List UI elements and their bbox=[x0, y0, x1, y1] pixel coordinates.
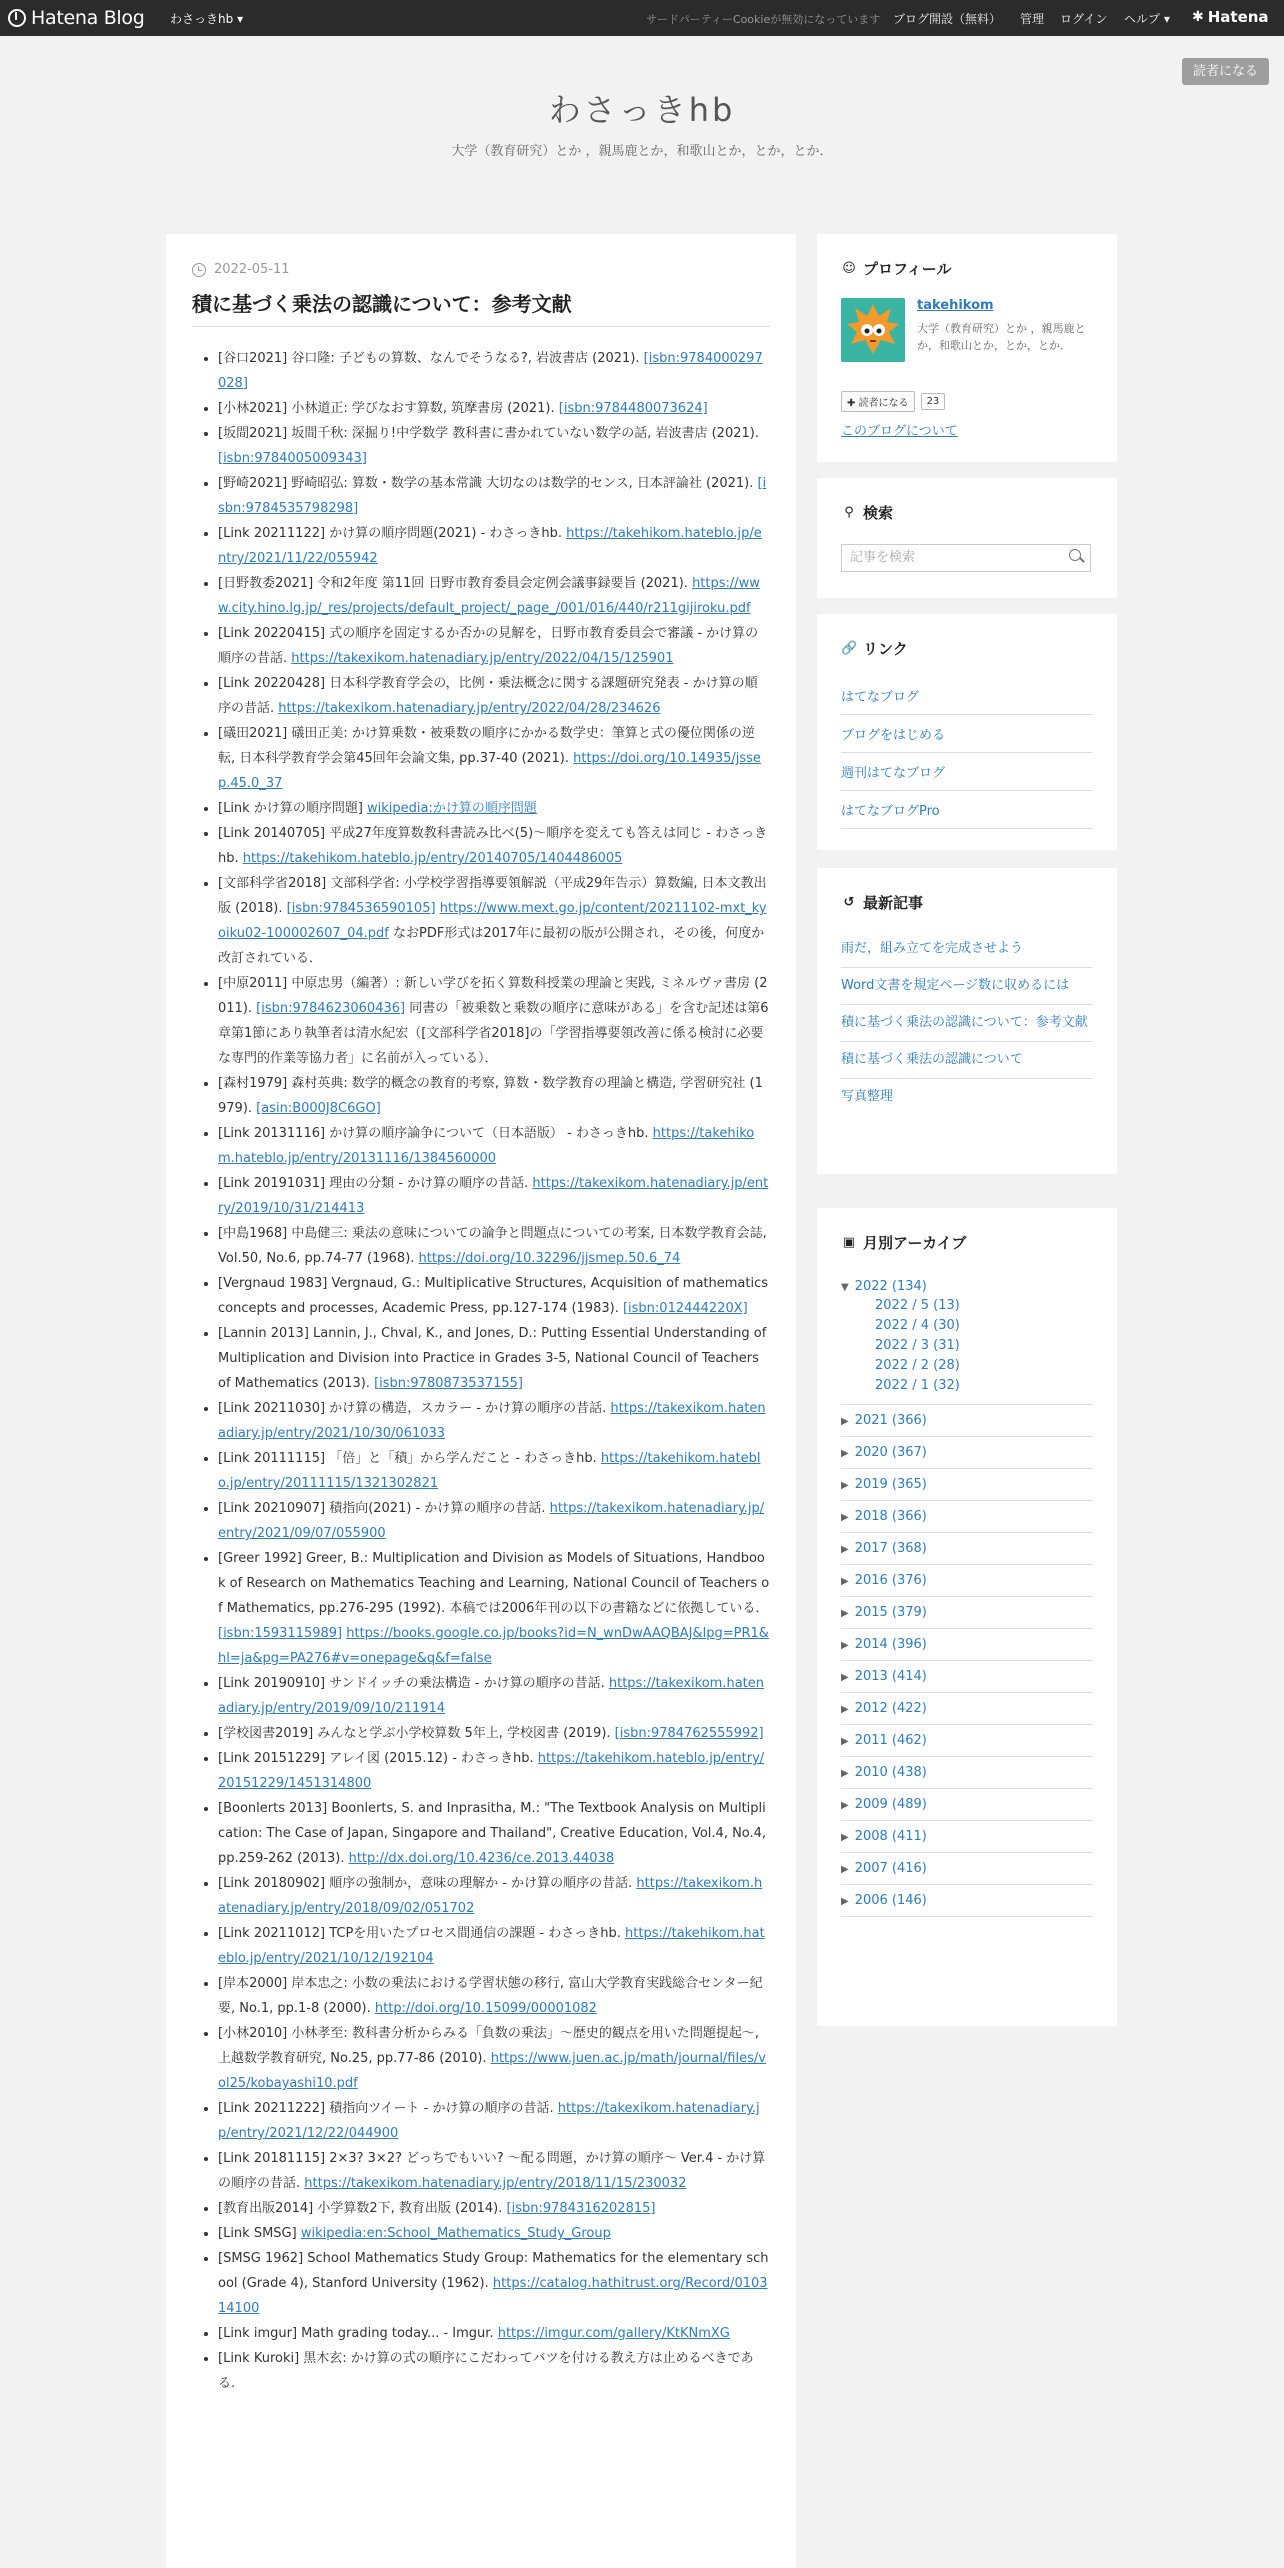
recent-link[interactable]: 積に基づく乗法の認識について bbox=[841, 1052, 1023, 1067]
reference-item bbox=[218, 871, 770, 971]
blog-title[interactable]: わさっきhb bbox=[548, 91, 736, 129]
reference-item bbox=[218, 2196, 770, 2221]
reference-link[interactable]: https://takexikom.hatenadiary.jp/entry/2019/10/31/214413 bbox=[218, 1176, 769, 1216]
clock-icon bbox=[192, 263, 206, 277]
recent-item bbox=[841, 1005, 1093, 1042]
blog-selector[interactable] bbox=[170, 10, 243, 27]
reference-text: [教育出版2014] 小学算数2下, 教育出版 (2014). bbox=[218, 2201, 507, 2216]
logo-text: Hatena Blog bbox=[31, 7, 145, 29]
reference-link[interactable]: https://takexikom.hatenadiary.jp/entry/2018/11/15/230032 bbox=[304, 2176, 687, 2191]
triangle-right-icon: ▶ bbox=[841, 1576, 849, 1587]
reference-link[interactable]: [isbn:9784623060436] bbox=[256, 1001, 406, 1016]
reference-link[interactable]: https://doi.org/10.14935/jssep.45.0_37 bbox=[218, 751, 761, 791]
archive-year[interactable] bbox=[841, 1885, 1093, 1917]
triangle-right-icon: ▶ bbox=[841, 1832, 849, 1843]
history-icon: ↺ bbox=[843, 895, 855, 910]
archive-months bbox=[841, 1296, 1093, 1405]
reference-item bbox=[218, 1321, 770, 1396]
reference-text: [Link 20131116] かけ算の順序論争について（日本語版） - わさっきhb. bbox=[218, 1126, 653, 1141]
smile-icon: ☺ bbox=[842, 261, 856, 276]
reference-link[interactable]: http://doi.org/10.15099/00001082 bbox=[374, 2001, 597, 2016]
archive-heading-text: 月別アーカイブ bbox=[863, 1234, 967, 1252]
reference-item bbox=[218, 2096, 770, 2146]
archive-year-label: 2008 (411) bbox=[854, 1829, 927, 1844]
recent-posts-module bbox=[817, 868, 1117, 1174]
reference-text: [Link SMSG] bbox=[218, 2226, 301, 2241]
reference-link[interactable]: https://takexikom.hatenadiary.jp/entry/2019/09/10/211914 bbox=[218, 1676, 765, 1716]
reference-item bbox=[218, 821, 770, 871]
reference-item bbox=[218, 2346, 770, 2396]
reference-item bbox=[218, 1496, 770, 1546]
reference-text: [Link 20181115] 2×3? 3×2? どっちでもいい? ～配る問題，かけ算の順序～ Ver.4 - かけ算の順序の昔話. bbox=[218, 2151, 766, 2191]
archive-year-label: 2007 (416) bbox=[854, 1861, 927, 1876]
reference-item bbox=[218, 1971, 770, 2021]
archive-year-label: 2014 (396) bbox=[854, 1637, 927, 1652]
reference-text: [小林2021] 小林道正: 学びなおす算数, 筑摩書房 (2021). bbox=[218, 401, 559, 416]
profile-subscribe-label: 読者になる bbox=[858, 398, 909, 409]
avatar[interactable] bbox=[841, 298, 905, 362]
reference-text: [中島1968] 中島健三: 乗法の意味についての論争と問題点についての考案, 日本数学教育会誌, Vol.50, No.6, pp.74-77 (1968). bbox=[218, 1226, 767, 1266]
profile-heading-text: プロフィール bbox=[863, 260, 952, 278]
reference-item bbox=[218, 971, 770, 1071]
entry-card bbox=[166, 234, 796, 2568]
link-weekly[interactable]: 週刊はてなブログ bbox=[841, 766, 946, 781]
recent-heading bbox=[841, 892, 1093, 913]
link-item bbox=[841, 753, 1093, 791]
search-module bbox=[817, 478, 1117, 598]
reference-text: [Link 20180902] 順序の強制か，意味の理解か - かけ算の順序の昔話. bbox=[218, 1876, 637, 1891]
hatena-blog-logo[interactable] bbox=[8, 7, 145, 29]
triangle-down-icon: ▼ bbox=[841, 1282, 849, 1293]
triangle-right-icon: ▶ bbox=[841, 1608, 849, 1619]
reader-count[interactable]: 23 bbox=[921, 393, 946, 410]
search-heading bbox=[841, 502, 1093, 523]
entry-title[interactable]: 積に基づく乗法の認識について：参考文献 bbox=[192, 292, 572, 316]
archive-year[interactable] bbox=[841, 1533, 1093, 1565]
reference-text: [森村1979] 森村英典: 数学的概念の教育的考察, 算数・数学教育の理論と構造, 学習研究社 (1979). bbox=[218, 1076, 763, 1116]
reference-link[interactable]: [isbn:9784762555992] bbox=[614, 1726, 764, 1741]
reference-link[interactable]: https://imgur.com/gallery/KtKNmXG bbox=[497, 2326, 730, 2341]
triangle-right-icon: ▶ bbox=[841, 1480, 849, 1491]
reference-link[interactable]: [isbn:9784536590105] bbox=[286, 901, 436, 916]
triangle-right-icon: ▶ bbox=[841, 1736, 849, 1747]
reference-link[interactable]: [isbn:9784535798298] bbox=[218, 476, 767, 516]
reference-link[interactable]: https://takehikom.hateblo.jp/entry/2021/10/12/192104 bbox=[218, 1926, 765, 1966]
caret-down-icon: ▾ bbox=[1163, 12, 1170, 26]
reference-item bbox=[218, 671, 770, 721]
archive-year[interactable] bbox=[841, 1629, 1093, 1661]
reference-link[interactable]: https://takexikom.hatenadiary.jp/entry/2018/09/02/051702 bbox=[218, 1876, 763, 1916]
links-module bbox=[817, 614, 1117, 850]
reference-link[interactable]: [isbn:1593115989] bbox=[218, 1626, 343, 1641]
reference-link[interactable]: https://takexikom.hatenadiary.jp/entry/2022/04/15/125901 bbox=[291, 651, 674, 666]
reference-text: [Link 20211030] かけ算の構造，スカラー - かけ算の順序の昔話. bbox=[218, 1401, 611, 1416]
reference-text: [Link 20211122] かけ算の順序問題(2021) - わさっきhb. bbox=[218, 526, 567, 541]
reference-text: [学校図書2019] みんなと学ぶ小学校算数 5年上, 学校図書 (2019). bbox=[218, 1726, 615, 1741]
reference-link[interactable]: wikipedia:en:School_Mathematics_Study_Group bbox=[300, 2226, 611, 2241]
archive-month[interactable]: 2022 / 2 (28) bbox=[875, 1358, 960, 1373]
reference-link[interactable]: https://takexikom.hatenadiary.jp/entry/2022/04/28/234626 bbox=[278, 701, 661, 716]
nav-login[interactable]: ログイン bbox=[1060, 12, 1108, 26]
nav-open-blog[interactable]: ブログ開設（無料） bbox=[893, 12, 1002, 26]
reference-item bbox=[218, 1871, 770, 1921]
profile-buttons bbox=[841, 391, 945, 412]
reference-link[interactable]: https://takehikom.hateblo.jp/entry/20111115/1321302821 bbox=[218, 1451, 761, 1491]
reference-text: [文部科学省2018] 文部科学省: 小学校学習指導要領解説（平成29年告示）算数編, 日本文教出版 (2018). bbox=[218, 876, 767, 916]
reference-text: [谷口2021] 谷口隆: 子どもの算数、なんでそうなる?, 岩波書店 (2021). bbox=[218, 351, 644, 366]
links-heading-text: リンク bbox=[863, 640, 908, 658]
search-heading-text: 検索 bbox=[863, 504, 894, 522]
reference-item bbox=[218, 1271, 770, 1321]
reference-item bbox=[218, 621, 770, 671]
reference-link[interactable]: https://takexikom.hatenadiary.jp/entry/2021/12/22/044900 bbox=[218, 2101, 760, 2141]
brand-label: Hatena bbox=[1207, 8, 1269, 26]
reference-item bbox=[218, 721, 770, 796]
triangle-right-icon: ▶ bbox=[841, 1704, 849, 1715]
archive-year[interactable] bbox=[841, 1469, 1093, 1501]
reference-link[interactable]: https://takexikom.hatenadiary.jp/entry/2021/09/07/055900 bbox=[218, 1501, 765, 1541]
archive-year-open[interactable] bbox=[841, 1271, 1093, 1296]
link-item bbox=[841, 791, 1093, 829]
reference-text: [Link 20191031] 理由の分類 - かけ算の順序の昔話. bbox=[218, 1176, 533, 1191]
reference-link[interactable]: https://doi.org/10.32296/jjsmep.50.6_74 bbox=[418, 1251, 681, 1266]
reference-item bbox=[218, 1746, 770, 1796]
reference-item bbox=[218, 1721, 770, 1746]
archive-month[interactable]: 2022 / 4 (30) bbox=[875, 1318, 960, 1333]
reference-text: [Link Kuroki] 黒木玄: かけ算の式の順序にこだわってバツを付ける教え方は止めるべきである. bbox=[218, 2351, 754, 2391]
archive-year[interactable] bbox=[841, 1757, 1093, 1789]
reference-item bbox=[218, 396, 770, 421]
reference-item bbox=[218, 421, 770, 471]
reference-item bbox=[218, 2246, 770, 2321]
reference-link[interactable]: https://takehikom.hateblo.jp/entry/20151229/1451314800 bbox=[218, 1751, 765, 1791]
reference-text: [Greer 1992] Greer, B.: Multiplication and Division as Models of Situations, Handbook of Research on Mathematics Teaching and Learning, National Council of Teachers of Mathematics, pp.276-295 (1992). 本稿では2006年刊の以下の書籍などに依拠している． bbox=[218, 1551, 770, 1616]
caret-down-icon: ▾ bbox=[237, 12, 244, 26]
reference-text: [小林2010] 小林孝至: 教科書分析からみる「負数の乗法」～歴史的観点を用いた問題提起～, 上越数学教育研究, No.25, pp.77-86 (2010). bbox=[218, 2026, 760, 2066]
reference-link[interactable]: https://takehikom.hateblo.jp/entry/2021/11/22/055942 bbox=[218, 526, 762, 566]
reference-link[interactable]: [isbn:012444220X] bbox=[622, 1301, 748, 1316]
reference-link[interactable]: [isbn:9780873537155] bbox=[374, 1376, 524, 1391]
reference-item bbox=[218, 1171, 770, 1221]
profile-subscribe-button[interactable]: ✚ 読者になる bbox=[841, 391, 915, 412]
archive-year-label: 2009 (489) bbox=[854, 1797, 927, 1812]
reference-link[interactable]: [isbn:9784480073624] bbox=[558, 401, 708, 416]
recent-item bbox=[841, 1042, 1093, 1079]
reference-text: [Link 20151229] アレイ図 (2015.12) - わさっきhb. bbox=[218, 1751, 538, 1766]
reference-text: [Link 20111115] 「倍」と「積」から学んだこと - わさっきhb. bbox=[218, 1451, 601, 1466]
recent-list bbox=[841, 931, 1093, 1115]
triangle-right-icon: ▶ bbox=[841, 1800, 849, 1811]
nav-help[interactable] bbox=[1124, 10, 1170, 27]
nav-help-label: ヘルプ bbox=[1124, 12, 1161, 26]
nav-admin[interactable]: 管理 bbox=[1020, 12, 1045, 26]
archive-year-label: 2019 (365) bbox=[854, 1477, 927, 1492]
reference-item bbox=[218, 2221, 770, 2246]
reference-item bbox=[218, 1446, 770, 1496]
reference-text: [Link imgur] Math grading today... - Imgur. bbox=[218, 2326, 498, 2341]
archive-month[interactable]: 2022 / 5 (13) bbox=[875, 1298, 960, 1313]
reference-item bbox=[218, 1671, 770, 1721]
entry-date[interactable] bbox=[192, 262, 290, 277]
link-item bbox=[841, 677, 1093, 715]
reference-item bbox=[218, 1921, 770, 1971]
profile-heading bbox=[841, 258, 1093, 279]
archive-year-label: 2006 (146) bbox=[854, 1893, 927, 1908]
link-start-blog[interactable]: ブログをはじめる bbox=[841, 728, 946, 743]
reference-text: [礒田2021] 礒田正美: かけ算乗数・被乗数の順序にかかる数学史：筆算と式の優位関係の逆転, 日本科学教育学会第45回年会論文集, pp.37-40 (2021). bbox=[218, 726, 755, 766]
recent-item bbox=[841, 968, 1093, 1005]
archive-list bbox=[841, 1271, 1093, 1917]
reference-link[interactable]: [isbn:9784316202815] bbox=[506, 2201, 656, 2216]
archive-year[interactable] bbox=[841, 1501, 1093, 1533]
search-input[interactable]: 記事を検索 bbox=[841, 544, 1091, 572]
reference-item bbox=[218, 796, 770, 821]
subscribe-button[interactable]: 読者になる bbox=[1182, 58, 1269, 85]
link-pro[interactable]: はてなブログPro bbox=[841, 804, 940, 819]
archive-year-label: 2018 (366) bbox=[854, 1509, 927, 1524]
recent-link[interactable]: 写真整理 bbox=[841, 1089, 894, 1104]
blog-description: 大学（教育研究）とか ，親馬鹿とか，和歌山とか，とか，とか． bbox=[451, 144, 833, 159]
divider bbox=[192, 326, 770, 327]
reference-link[interactable]: [asin:B000J8C6GO] bbox=[256, 1101, 381, 1116]
entry-date-text: 2022-05-11 bbox=[214, 262, 290, 277]
reference-item bbox=[218, 2021, 770, 2096]
recent-link[interactable]: Word文書を規定ページ数に収めるには bbox=[841, 978, 1070, 993]
archive-year[interactable] bbox=[841, 1821, 1093, 1853]
reference-link[interactable]: https://takehikom.hateblo.jp/entry/20131116/1384560000 bbox=[218, 1126, 755, 1166]
reference-item bbox=[218, 1221, 770, 1271]
about-blog-link[interactable]: このブログについて bbox=[841, 424, 958, 439]
reference-link[interactable]: [isbn:9784005009343] bbox=[218, 451, 367, 466]
reference-item bbox=[218, 1121, 770, 1171]
link-item bbox=[841, 715, 1093, 753]
hatena-logo-icon bbox=[8, 9, 26, 27]
archive-year-label: 2013 (414) bbox=[854, 1669, 927, 1684]
reference-item bbox=[218, 2146, 770, 2196]
reference-link[interactable]: https://catalog.hathitrust.org/Record/010314100 bbox=[218, 2276, 768, 2316]
reference-item bbox=[218, 1796, 770, 1871]
reference-text: [Link 20211222] 積指向ツイート - かけ算の順序の昔話. bbox=[218, 2101, 558, 2116]
archive-icon: ▣ bbox=[842, 1235, 856, 1250]
archive-year[interactable] bbox=[841, 1597, 1093, 1629]
reference-text: [SMSG 1962] School Mathematics Study Group: Mathematics for the elementary school (Grade 4), Stanford University (1962). bbox=[218, 2251, 769, 2291]
links-list bbox=[841, 677, 1093, 829]
archive-year-label: 2012 (422) bbox=[854, 1701, 927, 1716]
recent-link[interactable]: 積に基づく乗法の認識について：参考文献 bbox=[841, 1015, 1088, 1030]
reference-text: [岸本2000] 岸本忠之: 小数の乗法における学習状態の移行, 富山大学教育実践総合センター紀要, No.1, pp.1-8 (2000). bbox=[218, 1976, 763, 2016]
profile-module bbox=[817, 234, 1117, 462]
reference-item bbox=[218, 521, 770, 571]
archive-year-label: 2011 (462) bbox=[854, 1733, 927, 1748]
recent-link[interactable]: 雨だ，組み立てを完成させよう bbox=[841, 941, 1024, 956]
hatena-brand-icon: ✱ bbox=[1192, 9, 1204, 25]
search-icon: ⚲ bbox=[844, 505, 854, 520]
archive-year[interactable] bbox=[841, 1693, 1093, 1725]
reference-link[interactable]: https://books.google.co.jp/books?id=N_wnDwAAQBAJ&lpg=PR1&hl=ja&pg=PA276#v=onepage&q&f=false bbox=[218, 1626, 769, 1666]
triangle-right-icon: ▶ bbox=[841, 1672, 849, 1683]
archive-year-label: 2020 (367) bbox=[854, 1445, 927, 1460]
archive-year[interactable] bbox=[841, 1405, 1093, 1437]
archive-month[interactable]: 2022 / 3 (31) bbox=[875, 1338, 960, 1353]
reference-link[interactable]: https://takehikom.hateblo.jp/entry/20140705/1404486005 bbox=[242, 851, 623, 866]
archive-year-label: 2016 (376) bbox=[854, 1573, 927, 1588]
reference-text: [Boonlerts 2013] Boonlerts, S. and Inprasitha, M.: "The Textbook Analysis on Multiplication: The Case of Japan, Singapore and Thailand", Creative Education, Vol.4, No.4, pp.259-262 (2013). bbox=[218, 1801, 767, 1866]
link-icon: 🔗 bbox=[841, 641, 858, 656]
reference-item bbox=[218, 1396, 770, 1446]
archive-module bbox=[817, 1208, 1117, 2026]
reference-link[interactable]: https://takexikom.hatenadiary.jp/entry/2021/10/30/061033 bbox=[218, 1401, 766, 1441]
reference-text: [Link 20211012] TCPを用いたプロセス間通信の課題 - わさっきhb. bbox=[218, 1926, 626, 1941]
archive-year[interactable] bbox=[841, 1437, 1093, 1469]
reference-list bbox=[218, 346, 770, 2396]
blog-selector-label: わさっきhb bbox=[170, 12, 234, 26]
reference-text: [野崎2021] 野崎昭弘: 算数・数学の基本常識 大切なのは数学的センス, 日本評論社 (2021). bbox=[218, 476, 758, 491]
reference-text: [Link 20220415] 式の順序を固定するか否かの見解を，日野市教育委員会で審議 - かけ算の順序の昔話. bbox=[218, 626, 759, 666]
triangle-right-icon: ▶ bbox=[841, 1768, 849, 1779]
reference-link[interactable]: [isbn:9784000297028] bbox=[218, 351, 763, 391]
reference-text: [Vergnaud 1983] Vergnaud, G.: Multiplicative Structures, Acquisition of mathematics concepts and processes, Academic Press, pp.127-174 (1983). bbox=[218, 1276, 768, 1316]
triangle-right-icon: ▶ bbox=[841, 1864, 849, 1875]
hatena-topbar bbox=[0, 0, 1284, 36]
reference-text: [Link 20210907] 積指向(2021) - かけ算の順序の昔話. bbox=[218, 1501, 550, 1516]
archive-month[interactable]: 2022 / 1 (32) bbox=[875, 1378, 960, 1393]
archive-year-label: 2010 (438) bbox=[854, 1765, 927, 1780]
triangle-right-icon: ▶ bbox=[841, 1640, 849, 1651]
links-heading bbox=[841, 638, 1093, 659]
profile-name-link[interactable]: takehikom bbox=[917, 298, 994, 313]
reference-item bbox=[218, 2321, 770, 2346]
link-hatena-blog[interactable]: はてなブログ bbox=[841, 690, 920, 705]
reference-text: [Lannin 2013] Lannin, J., Chval, K., and Jones, D.: Putting Essential Understanding of Multiplication and Division into Practice in Grades 3-5, National Council of Teachers of Mathematics (2013). bbox=[218, 1326, 767, 1391]
reference-item bbox=[218, 471, 770, 521]
reference-text: [Link かけ算の順序問題] bbox=[218, 801, 368, 816]
reference-text: [Link 20140705] 平成27年度算数教科書読み比べ(5)～順序を変えても答えは同じ - わさっきhb. bbox=[218, 826, 768, 866]
triangle-right-icon: ▶ bbox=[841, 1896, 849, 1907]
hatena-brand[interactable] bbox=[1192, 8, 1269, 26]
search-submit-icon[interactable] bbox=[1069, 549, 1081, 561]
reference-text: [Link 20190910] サンドイッチの乗法構造 - かけ算の順序の昔話. bbox=[218, 1676, 609, 1691]
reference-item bbox=[218, 346, 770, 396]
reference-item bbox=[218, 1546, 770, 1671]
reference-link[interactable]: https://www.mext.go.jp/content/20211102-mxt_kyoiku02-100002607_04.pdf bbox=[218, 901, 767, 941]
recent-item bbox=[841, 1079, 1093, 1115]
reference-link[interactable]: wikipedia:かけ算の順序問題 bbox=[367, 801, 537, 816]
archive-year-label: 2021 (366) bbox=[854, 1413, 927, 1428]
triangle-right-icon: ▶ bbox=[841, 1448, 849, 1459]
archive-year-label: 2017 (368) bbox=[854, 1541, 927, 1556]
archive-year-label: 2015 (379) bbox=[854, 1605, 927, 1620]
recent-heading-text: 最新記事 bbox=[863, 894, 924, 912]
reference-link[interactable]: http://dx.doi.org/10.4236/ce.2013.44038 bbox=[348, 1851, 615, 1866]
triangle-right-icon: ▶ bbox=[841, 1512, 849, 1523]
profile-description: 大学（教育研究）とか ，親馬鹿とか，和歌山とか，とか，とか． bbox=[917, 322, 1086, 352]
archive-heading bbox=[841, 1232, 1093, 1253]
reference-text: [中原2011] 中原忠男（編著）: 新しい学びを拓く算数科授業の理論と実践, ミネルヴァ書房 (2011). bbox=[218, 976, 768, 1016]
reference-item bbox=[218, 571, 770, 621]
reference-note: なおPDF形式は2017年に最初の版が公開され，その後，何度か改訂されている． bbox=[218, 926, 765, 966]
triangle-right-icon: ▶ bbox=[841, 1544, 849, 1555]
reference-link[interactable]: https://www.juen.ac.jp/math/journal/files/vol25/kobayashi10.pdf bbox=[218, 2051, 766, 2091]
archive-year[interactable] bbox=[841, 1789, 1093, 1821]
archive-year[interactable] bbox=[841, 1565, 1093, 1597]
recent-item bbox=[841, 931, 1093, 968]
archive-year[interactable] bbox=[841, 1725, 1093, 1757]
reference-text: [坂間2021] 坂間千秋: 深掘り!中学数学 教科書に書かれていない数学の話, 岩波書店 (2021). bbox=[218, 426, 759, 441]
archive-year[interactable] bbox=[841, 1853, 1093, 1885]
cookie-notice: サードパーティーCookieが無効になっています bbox=[646, 13, 881, 26]
archive-year-label: 2022 (134) bbox=[854, 1279, 927, 1294]
triangle-right-icon: ▶ bbox=[841, 1416, 849, 1427]
reference-text: [Link 20220428] 日本科学教育学会の，比例・乗法概念に関する課題研究発表 - かけ算の順序の昔話. bbox=[218, 676, 758, 716]
reference-text: [日野教委2021] 令和2年度 第11回 日野市教育委員会定例会議事録要旨 (2021). bbox=[218, 576, 693, 591]
reference-note: 同書の「被乗数と乗数の順序に意味がある」を含む記述は第6章第1節にあり執筆者は清水紀宏（[文部科学省2018]の「学習指導要領改善に係る検討に必要な専門的作業等協力者」に名前が入っている）． bbox=[218, 1001, 769, 1066]
archive-year[interactable] bbox=[841, 1661, 1093, 1693]
avatar-image bbox=[841, 298, 905, 362]
reference-link[interactable]: https://www.city.hino.lg.jp/_res/projects/default_project/_page_/001/016/440/r211gijiroku.pdf bbox=[218, 576, 760, 616]
reference-item bbox=[218, 1071, 770, 1121]
